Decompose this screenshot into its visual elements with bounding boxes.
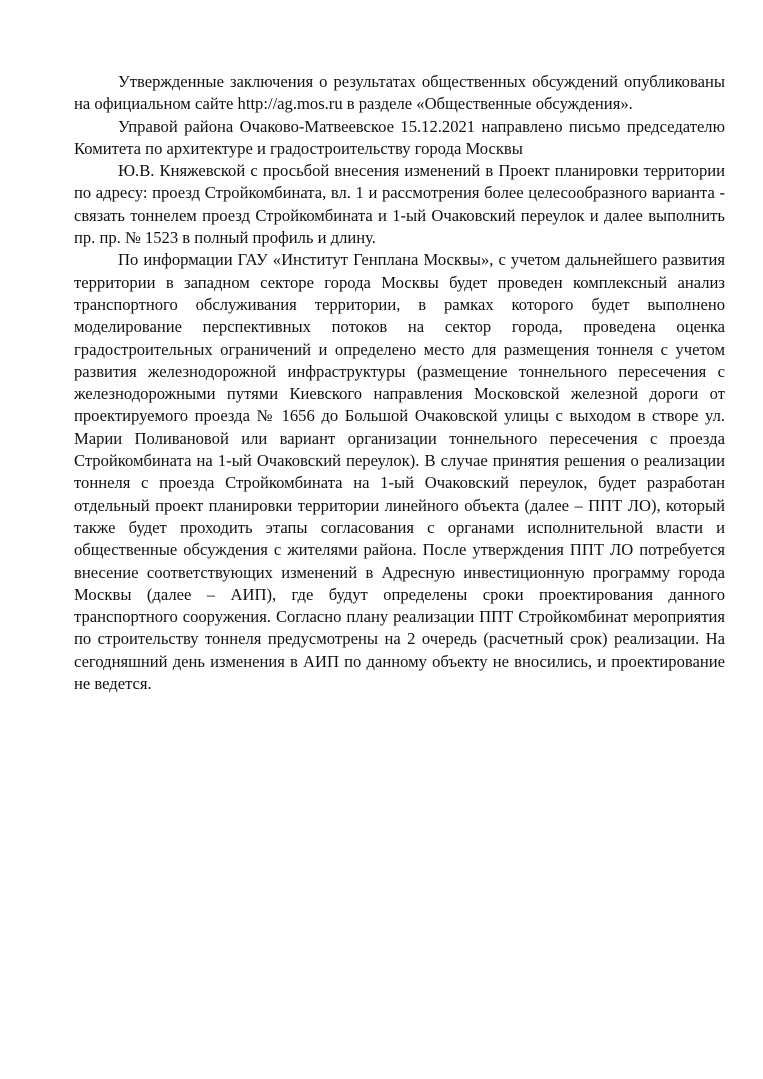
paragraph-request-tunnel: Ю.В. Княжевской с просьбой внесения изменений в Проект планировки территории по адресу: проезд Стройкомбината, вл. 1 и рассмотрения более целесообразного варианта - связать тоннелем проезд Стройкомбината и 1-ый Очаковский переулок и далее выполнить пр. пр. № 1523 в полный профиль и длину. [74,161,725,248]
paragraph-genplan-info: По информации ГАУ «Институт Генплана Москвы», с учетом дальнейшего развития территории в западном секторе города Москвы будет проведен комплексный анализ транспортного обслуживания территории, в рамках которого будет выполнено моделирование перспективных потоков на сектор города, проведена оценка градостроительных ограничений и определено место для размещения тоннеля с учетом развития железнодорожной инфраструктуры (размещение тоннельного пересечения с железнодорожными путями Киевского направления Московской железной дороги от проектируемого проезда № 1656 до Большой Очаковской улицы с выходом в створе ул. Марии Поливановой или вариант организации тоннельного пересечения с проезда Стройкомбината на 1-ый Очаковский переулок). В случае принятия решения о реализации тоннеля с проезда Стройкомбината на 1-ый Очаковский переулок, будет разработан отдельный проект планировки территории линейного объекта (далее – ППТ ЛО), который также будет проходить этапы согласования с органами исполнительной власти и общественные обсуждения с жителями района. После утверждения ППТ ЛО потребуется внесение соответствующих изменений в Адресную инвестиционную программу города Москвы (далее – АИП), где будут определены сроки проектирования данного транспортного сооружения. Согласно плану реализации ППТ Стройкомбинат мероприятия по строительству тоннеля предусмотрены на 2 очередь (расчетный срок) реализации. На сегодняшний день изменения в АИП по данному объекту не вносились, и проектирование не ведется. [74,250,725,694]
document-body [74,71,725,695]
paragraph-conclusions-published: Утвержденные заключения о результатах общественных обсуждений опубликованы на официальном сайте http://ag.mos.ru в разделе «Общественные обсуждения». [74,72,725,114]
paragraph-letter-sent: Управой района Очаково-Матвеевское 15.12.2021 направлено письмо председателю Комитета по архитектуре и градостроительству города Москвы [74,116,725,158]
